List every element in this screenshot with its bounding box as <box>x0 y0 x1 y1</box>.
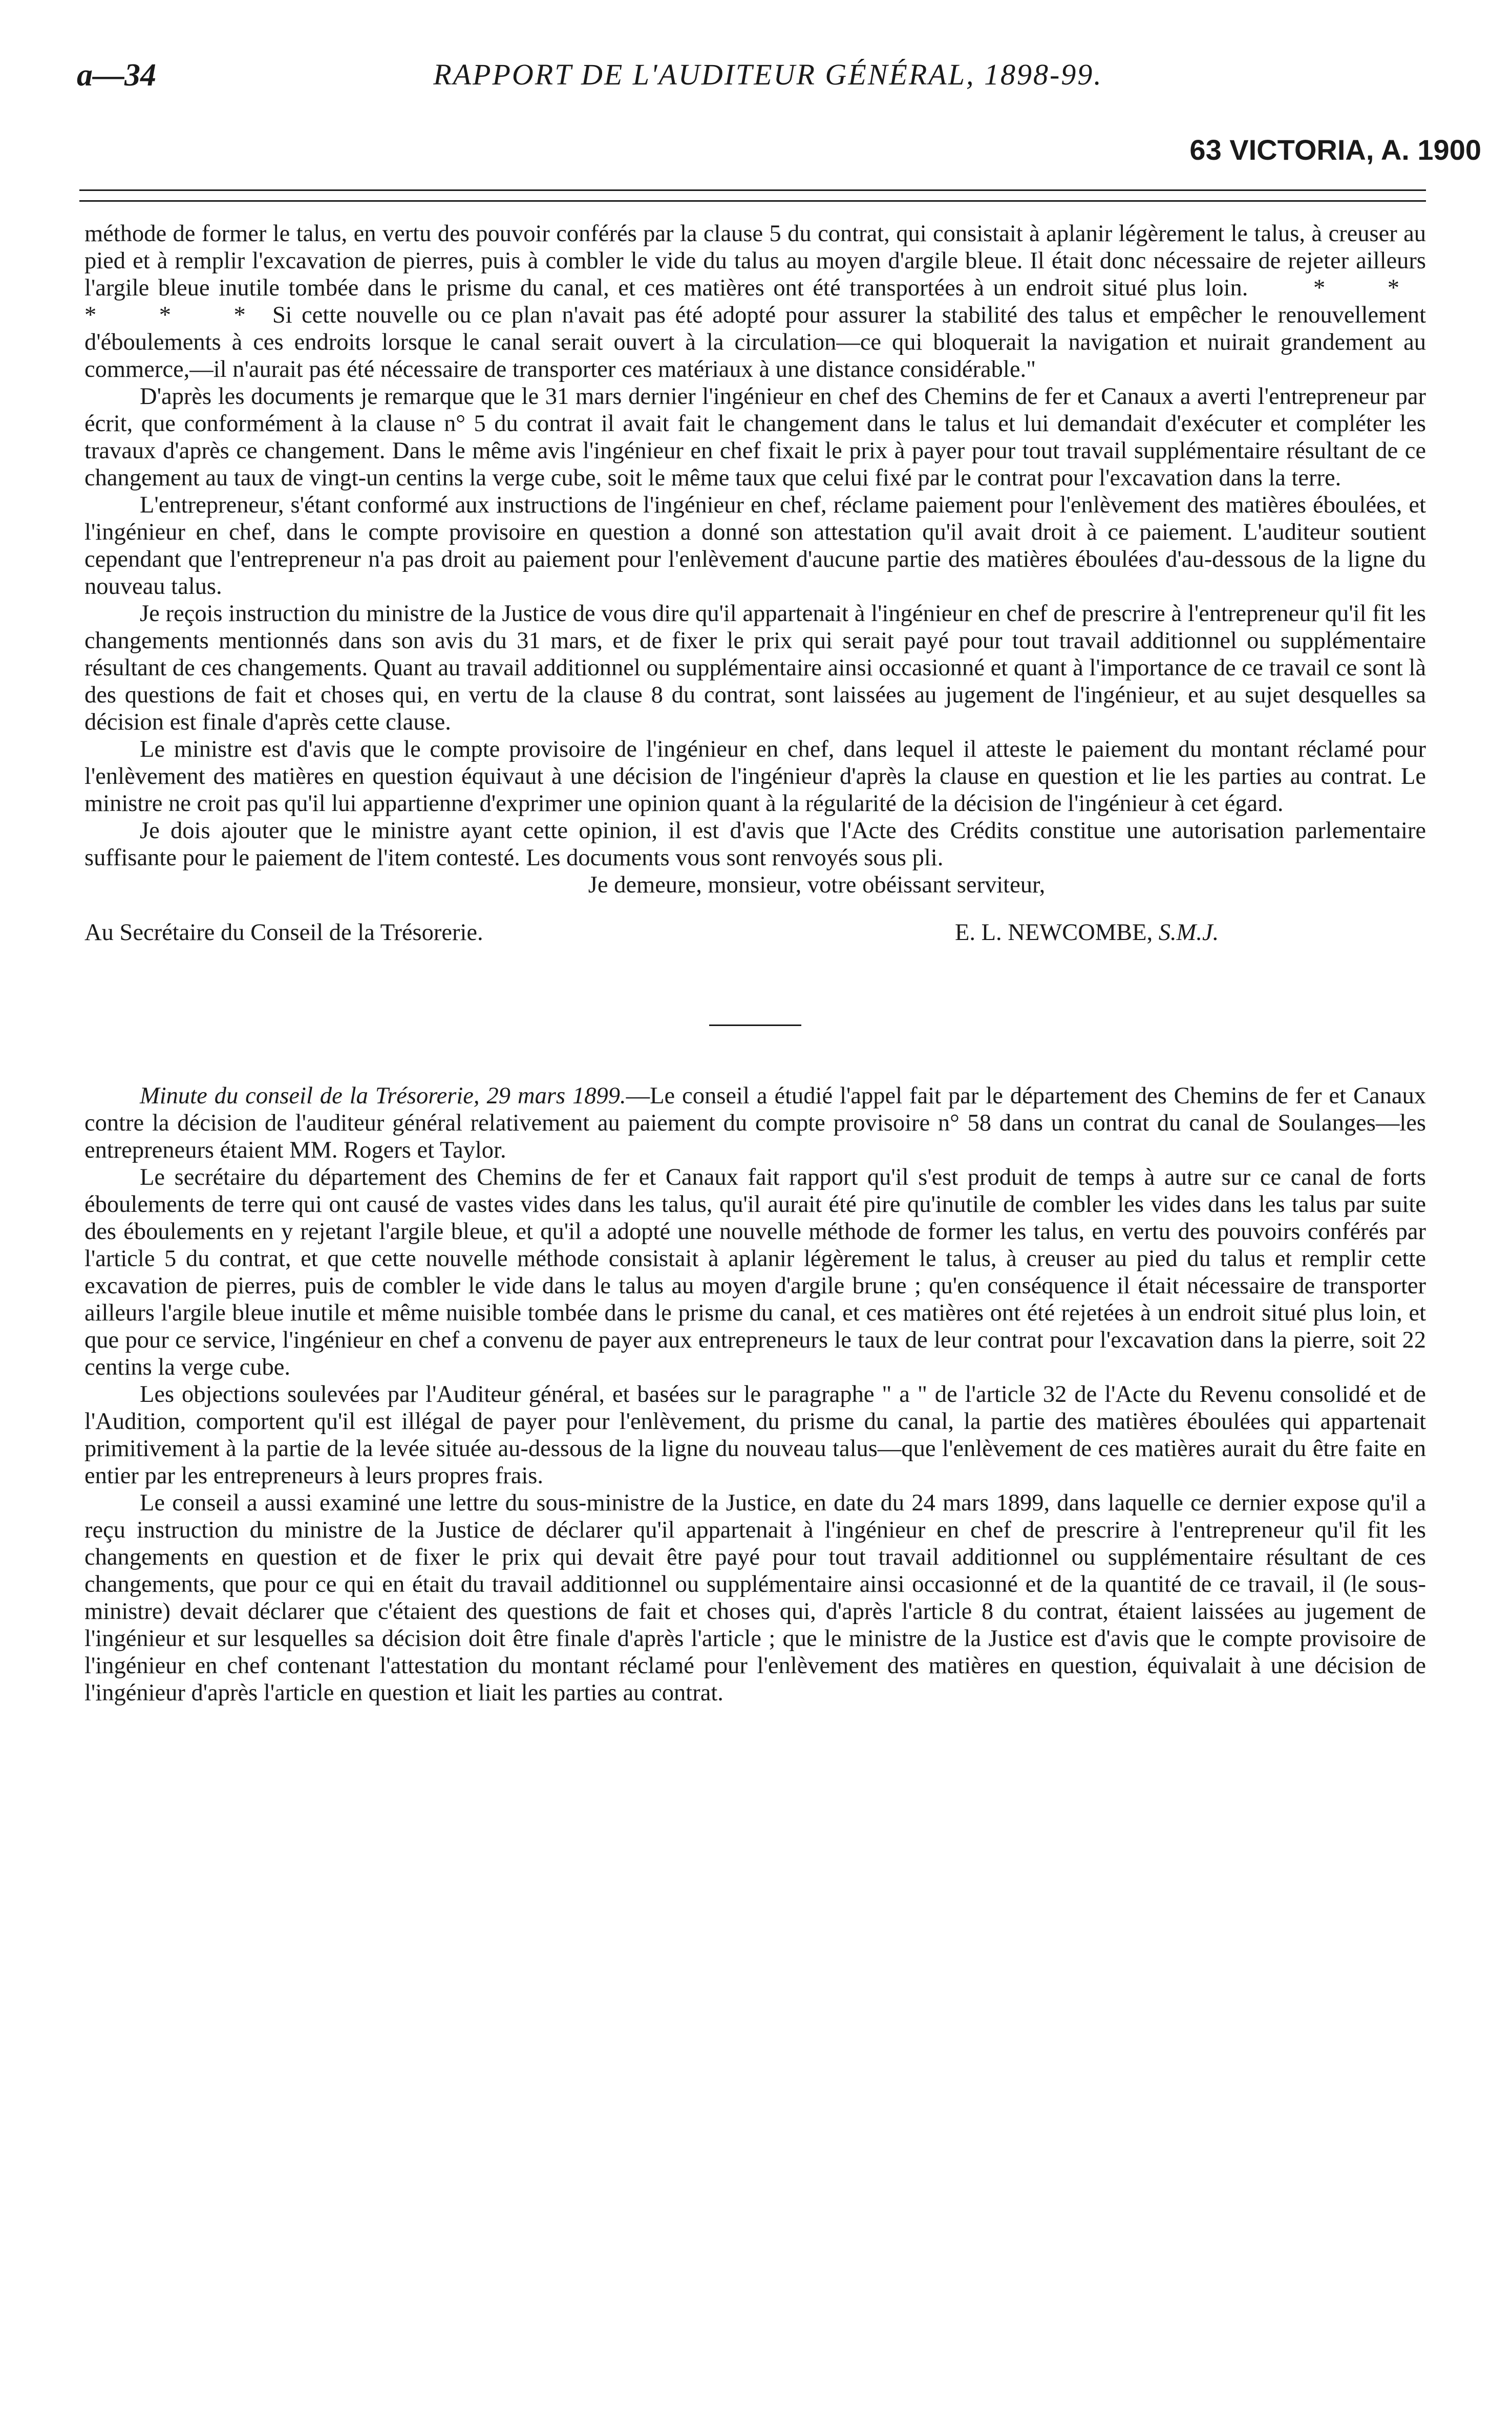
minute-paragraph-1-text: —Le conseil a étudié l'appel fait par le département des Chemins de fer et Canaux contre la décision de l'auditeur général relativement au paiement du compte provisoire n° 58 dans un contrat du canal de Soulanges—les entrepreneurs étaient MM. Rogers et Taylor. <box>84 1083 1426 1163</box>
minute-title: Minute du conseil de la Trésorerie, 29 mars 1899. <box>140 1083 626 1109</box>
signatory-title: S.M.J. <box>1158 920 1219 946</box>
signatory-name: E. L. NEWCOMBE, <box>955 920 1153 946</box>
letter-paragraph-1b-text: Si cette nouvelle ou ce plan n'avait pas été adopté pour assurer la stabilité des talus et empêcher le renouvellement d'éboulements à ces endroits lorsque le canal serait ouvert à la circulation—ce qui bloquerait la navigation et nuirait grandement au commerce,—il n'aurait pas été nécessaire de transporter ces matériaux à une distance considérable." <box>84 302 1426 382</box>
letter-addressee: Au Secrétaire du Conseil de la Trésorerie. <box>84 920 483 946</box>
header-double-rule <box>79 189 1426 202</box>
letter-paragraph-5: Le ministre est d'avis que le compte provisoire de l'ingénieur en chef, dans lequel il atteste le paiement du montant réclamé pour l'enlèvement des matières en question équivaut à une décision de l'ingénieur d'après la clause en question et lie les parties au contrat. Le ministre ne croit pas qu'il lui appartienne d'exprimer une opinion quant à la régularité de la décision de l'ingénieur à cet égard. <box>84 736 1426 817</box>
minute-paragraph-4: Le conseil a aussi examiné une lettre du sous-ministre de la Justice, en date du 24 mars 1899, dans laquelle ce dernier expose qu'il a reçu instruction du ministre de la Justice de déclarer qu'il appartenait à l'ingénieur en chef de prescrire à l'entrepreneur qu'il fit les changements en question et de fixer le prix qui devait être payé pour tout travail additionnel ou supplémentaire résultant de ces changements, que pour ce qui en était du travail additionnel ou supplémentaire ainsi occasionné et de la quantité de ce travail, il (le sous-ministre) devait déclarer que c'étaient des questions de fait et choses qui, d'après l'article 8 du contrat, étaient laissées au jugement de l'ingénieur et sur lesquelles sa décision doit être finale d'après l'article ; que le ministre de la Justice est d'avis que le compte provisoire de l'ingénieur en chef contenant l'attestation du montant réclamé pour l'enlèvement des matières en question, équivalait à une décision de l'ingénieur d'après l'article en question et liait les parties au contrat. <box>84 1490 1426 1706</box>
section-divider <box>709 1024 801 1026</box>
running-header <box>77 57 1459 103</box>
letter-paragraph-2: D'après les documents je remarque que le 31 mars dernier l'ingénieur en chef des Chemins de fer et Canaux a averti l'entrepreneur par écrit, que conformément à la clause n° 5 du contrat il avait fait le changement dans le talus et lui demandait d'exécuter et compléter les travaux d'après ce changement. Dans le même avis l'ingénieur en chef fixait le prix à payer pour tout travail supplémentaire résultant de ce changement au taux de vingt-un centins la verge cube, soit le même taux que celui fixé par le contrat pour l'excavation dans la terre. <box>84 383 1426 491</box>
minute-paragraph-2: Le secrétaire du département des Chemins de fer et Canaux fait rapport qu'il s'est produit de temps à autre sur ce canal de forts éboulements de terre qui ont causé de vastes vides dans les talus, qu'il aurait été pire qu'inutile de combler les vides dans les talus par suite des éboulements en y rejetant l'argile bleue, et qu'il a adopté une nouvelle méthode de former les talus, en vertu des pouvoirs conférés par l'article 5 du contrat, et que cette nouvelle méthode consistait à aplanir légèrement le talus, à creuser au pied du talus et remplir cette excavation de pierres, puis de combler le vide dans le talus au moyen d'argile brune ; qu'en conséquence il était nécessaire de transporter ailleurs l'argile bleue inutile et même nuisible tombée dans le prisme du canal, et ces matières ont été rejetées à un endroit situé plus loin, et que pour ce service, l'ingénieur en chef a convenu de payer aux entrepreneurs le taux de leur contrat pour l'excavation dans la pierre, soit 22 centins la verge cube. <box>84 1164 1426 1380</box>
signature-row <box>84 919 1426 948</box>
minute-paragraph-1 <box>84 1082 1426 1164</box>
running-title: RAPPORT DE L'AUDITEUR GÉNÉRAL, 1898-99. <box>433 58 1103 91</box>
ellipsis-stars: * * * * * <box>84 275 1426 328</box>
minute-paragraph-3: Les objections soulevées par l'Auditeur général, et basées sur le paragraphe " a " de l'article 32 de l'Acte du Revenu consolidé et de l'Audition, comportent qu'il est illégal de payer pour l'enlèvement, du prisme du canal, la partie des matières éboulées qui appartenait primitivement à la partie de la levée située au-dessous de la ligne du nouveau talus—que l'enlèvement de ces matières aurait du être faite en entier par les entrepreneurs à leurs propres frais. <box>84 1381 1426 1489</box>
letter-paragraph-4: Je reçois instruction du ministre de la Justice de vous dire qu'il appartenait à l'ingénieur en chef de prescrire à l'entrepreneur qu'il fit les changements mentionnés dans son avis du 31 mars, et de fixer le prix qui serait payé pour tout travail additionnel ou supplémentaire résultant de ces changements. Quant au travail additionnel ou supplémentaire ainsi occasionné et quant à l'importance de ce travail ce sont là des questions de fait et choses qui, en vertu de la clause 8 du contrat, sont laissées au jugement de l'ingénieur, et au sujet desquelles sa décision est finale d'après cette clause. <box>84 601 1426 735</box>
letter-signature <box>955 919 1219 946</box>
page-body <box>84 220 1426 1706</box>
letter-paragraph-1-text: méthode de former le talus, en vertu des pouvoir conférés par la clause 5 du contrat, qui consistait à aplanir légèrement le talus, à creuser au pied et à remplir l'excavation de pierres, puis à combler le vide du talus au moyen d'argile bleue. Il était donc nécessaire de rejeter ailleurs l'argile bleue inutile tombée dans le prisme du canal, et ces matières ont été transportées à un endroit situé plus loin. <box>84 221 1426 301</box>
letter-paragraph-3: L'entrepreneur, s'étant conformé aux instructions de l'ingénieur en chef, réclame paiement pour l'enlèvement des matières éboulées, et l'ingénieur en chef, dans le compte provisoire en question a donné son attestation qu'il avait droit à ce paiement. L'auditeur soutient cependant que l'entrepreneur n'a pas droit au paiement pour l'enlèvement d'aucune partie des matières éboulées d'au-dessous de la ligne du nouveau talus. <box>84 492 1426 600</box>
session-label: 63 VICTORIA, A. 1900 <box>1189 134 1481 166</box>
letter-closing: Je demeure, monsieur, votre obéissant serviteur, <box>588 872 1046 898</box>
page-folio: a—34 <box>77 58 156 93</box>
letter-paragraph-1 <box>84 220 1426 383</box>
letter-paragraph-6: Je dois ajouter que le ministre ayant cette opinion, il est d'avis que l'Acte des Crédits constitue une autorisation parlementaire suffisante pour le paiement de l'item contesté. Les documents vous sont renvoyés sous pli. <box>84 818 1426 871</box>
